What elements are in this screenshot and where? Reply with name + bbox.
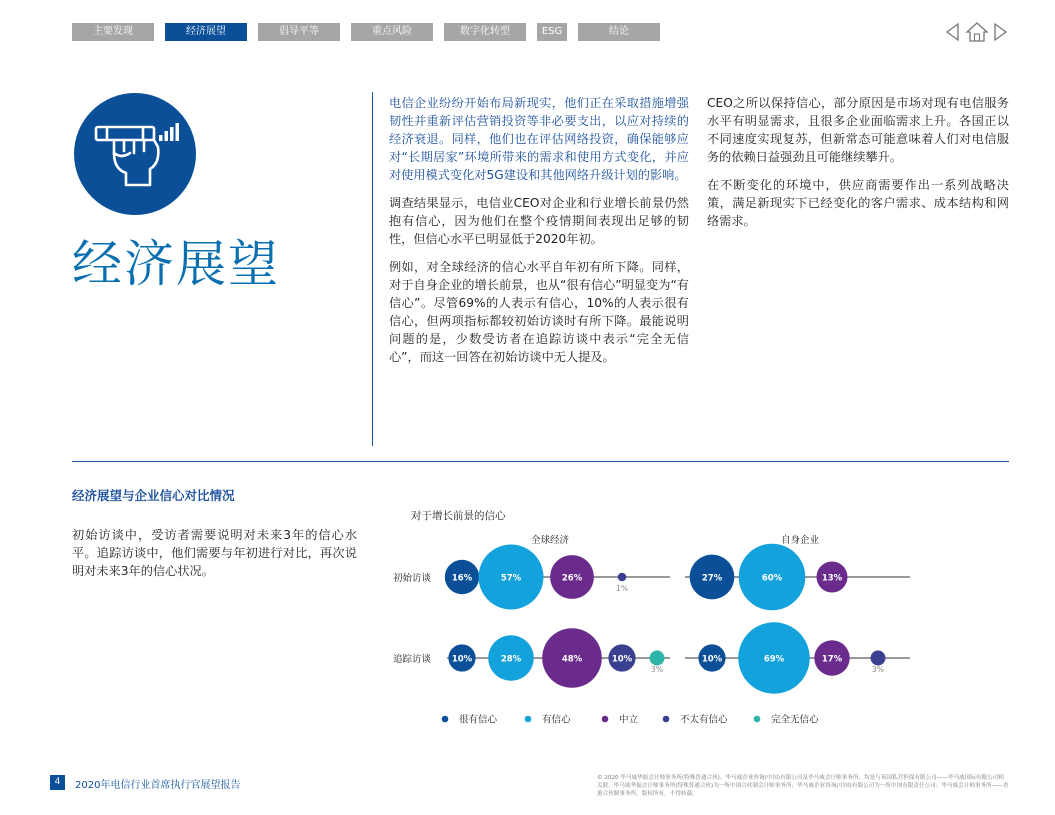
legend-marker [442,716,449,723]
legend-marker [602,716,609,723]
chart-data-label: 1% [616,584,628,593]
paragraph: 在不断变化的环境中，供应商需要作出一系列战略决策，满足新现实下已经变化的客户需求、成本结构和网络需求。 [707,178,1009,228]
chart-data-label: 27% [701,573,723,584]
chart-title: 对于增长前景的信心 [411,510,506,522]
chart-data-label: 13% [821,573,843,584]
legend-label: 很有信心 [459,714,498,726]
chart-data-label: 69% [763,654,785,665]
chart-group-label: 全球经济 [530,535,570,546]
legend-label: 不太有信心 [680,714,728,726]
paragraph: 例如，对全球经济的信心水平自年初有所下降。同样，对于自身企业的增长前景，也从“很有信心”明显变为“有信心”。尽管69%的人表示有信心，10%的人表示很有信心，但两项指标都较初始访谈时有所下降。最能说明问题的是，少数受访者在追踪访谈中表示“完全无信心”，而这一回答在初始访谈中无人提及。 [389,260,689,364]
legend-marker [663,716,670,723]
chart-data-label: 10% [451,654,473,665]
chart-data-label: 60% [761,573,783,584]
chart-data-label: 17% [821,654,843,665]
tab-key-risks[interactable]: 重点风险 [351,23,433,41]
legend-marker [525,716,532,723]
chart-data-label: 3% [872,665,884,674]
page-title: 经济展望 [72,235,280,293]
chart-group-label: 自身企业 [780,535,820,546]
tab-esg[interactable]: ESG [537,23,567,41]
chart-data-label: 10% [701,654,723,665]
tab-digital-transformation[interactable]: 数字化转型 [444,23,526,41]
chart-data-label: 26% [561,573,583,584]
paragraph: CEO之所以保持信心，部分原因是市场对现有电信服务水平有明显需求，且很多企业面临需求上升。各国正以不同速度实现复苏，但新常态可能意味着人们对电信服务的依赖日益强劲且可能继续攀升。 [707,96,1009,164]
report-title: 2020年电信行业首席执行官展望报告 [75,780,241,791]
tab-conclusion[interactable]: 结论 [578,23,660,41]
legend-label: 完全无信心 [771,714,819,726]
legend-marker [754,716,761,723]
chart-bubble [618,573,627,582]
chart-data-label: 48% [561,654,583,665]
chart-data-label: 28% [500,654,522,665]
legend-label: 有信心 [542,714,571,726]
paragraph: 调查结果显示，电信业CEO对企业和行业增长前景仍然抱有信心，因为他们在整个疫情期间表现出足够的韧性，但信心水平已明显低于2020年初。 [389,196,689,246]
page-number: 4 [50,775,65,790]
chart-data-label: 57% [500,573,522,584]
chart-data-label: 3% [651,665,663,674]
chart-bubble [650,651,665,666]
tab-key-findings[interactable]: 主要发现 [72,23,154,41]
chart-bubble [871,651,886,666]
section-intro: 初始访谈中，受访者需要说明对未来3年的信心水平。追踪访谈中，他们需要与年初进行对比，再次说明对未来3年的信心状况。 [72,528,357,578]
legend-label: 中立 [619,714,639,726]
chart-row-label: 追踪访谈 [392,654,432,665]
chart-data-label: 10% [611,654,633,665]
tab-equality[interactable]: 倡导平等 [258,23,340,41]
legal-notice: © 2020 毕马威华振会计师事务所(特殊普通合伙)、毕马威企业咨询(中国)有限公司及毕马威会计师事务所，均是与英国私营担保有限公司——毕马威国际有限公司相关联。毕马威华振会计师事务所(特殊普通合伙)为一所中国合伙制会计师事务所；毕马威企业咨询(中国)有限公司为一所中国有限责任公司；毕马威会计师事务所——香港合伙制事务所。版权所有，不得转载。 [597,775,1009,797]
chart-row-label: 初始访谈 [392,573,432,584]
chart-data-label: 16% [451,573,473,584]
section-title: 经济展望与企业信心对比情况 [72,488,235,503]
tab-economic-outlook[interactable]: 经济展望 [165,23,247,41]
lead-paragraph: 电信企业纷纷开始布局新现实，他们正在采取措施增强韧性并重新评估营销投资等非必要支出，以应对持续的经济衰退。同样，他们也在评估网络投资，确保能够应对“长期居家”环境所带来的需求和使用方式变化，并应对使用模式变化对5G建设和其他网络升级计划的影响。 [389,96,689,182]
